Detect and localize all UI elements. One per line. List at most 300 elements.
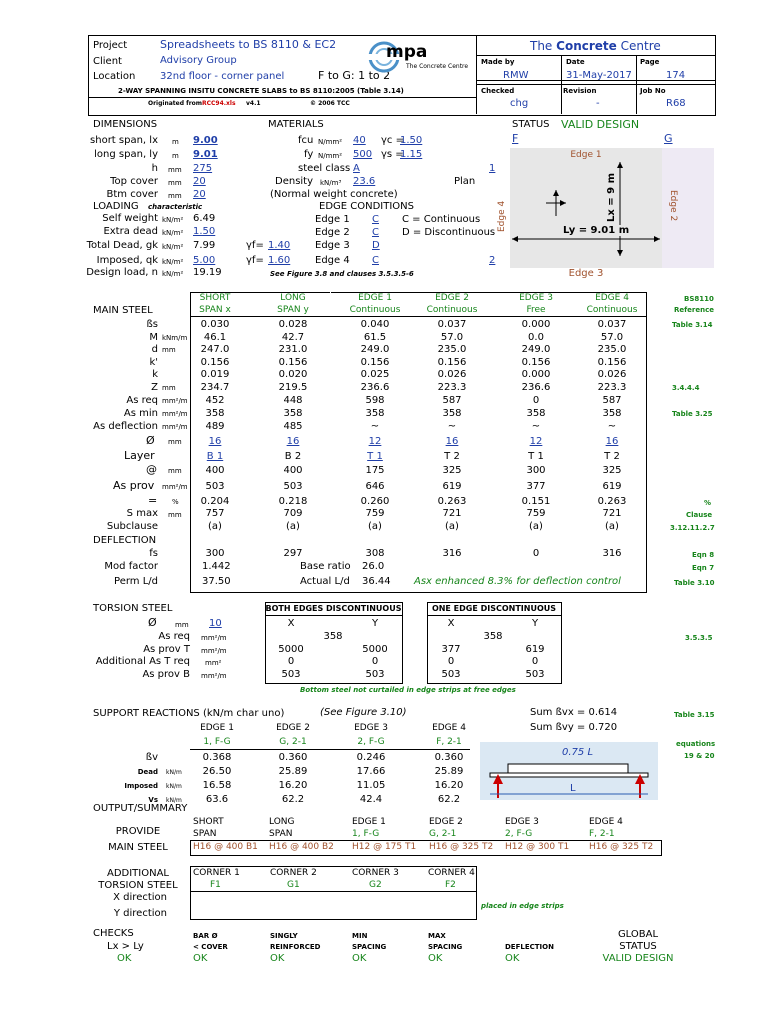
plan-arrows-icon (510, 148, 662, 268)
ms-row-label: k (152, 369, 158, 380)
torsion-asprovB-cell: 503 (281, 669, 301, 680)
check-head1: MAX (428, 932, 446, 940)
density-label: Density (275, 176, 314, 187)
ms-row-label: k' (149, 357, 158, 368)
react-cell: 25.89 (278, 766, 308, 777)
torsion-x: X (287, 618, 295, 629)
at-unit: mm (168, 467, 182, 475)
torsion-asprovT-cell: 377 (441, 644, 461, 655)
dim-unit: mm (168, 192, 182, 200)
dim-value[interactable]: 9.00 (193, 135, 218, 146)
ms-cell: 235.0 (437, 344, 467, 355)
base-label: Base ratio (300, 561, 351, 572)
asreq-one: 358 (483, 631, 503, 642)
layer-label: Layer (124, 449, 155, 462)
steel-class-value[interactable]: A (353, 163, 360, 174)
corner-id: F2 (445, 880, 456, 890)
torsion-asprovT-cell: 5000 (362, 644, 388, 655)
brand-post: Centre (620, 39, 661, 53)
torsion-addT-cell: 0 (447, 656, 455, 667)
react-cell: 0.246 (356, 752, 386, 763)
ms-row-unit: mm²/m (162, 410, 188, 418)
ms-row-label: As deflection (93, 421, 158, 432)
ms-cell: 42.7 (281, 332, 305, 343)
ms-col-sub: SPAN x (199, 305, 231, 315)
mod-ref: Eqn 7 (692, 564, 715, 572)
react-row-label: ßv (145, 752, 158, 763)
sub-cell: (a) (445, 521, 459, 532)
asprov-cell: 619 (442, 481, 462, 492)
plan-g[interactable]: G (664, 132, 673, 145)
out-head: EDGE 1 (352, 817, 386, 827)
dim-value[interactable]: 20 (193, 176, 206, 187)
c-note: C = Continuous (402, 214, 481, 225)
fs-cell: 308 (365, 548, 385, 559)
diagram-top-label: 0.75 L (562, 747, 594, 758)
fy-value[interactable]: 500 (353, 149, 373, 160)
checks-heading: CHECKS (93, 928, 134, 939)
sub-cell: (a) (605, 521, 619, 532)
edge-label: Edge 3 (315, 240, 350, 251)
sub-label: Subclause (106, 521, 158, 532)
asprovB-label: As prov B (142, 669, 190, 680)
ms-cell: 358 (442, 408, 462, 419)
mod-label: Mod factor (104, 561, 158, 572)
react-col-head: EDGE 2 (276, 723, 310, 733)
fs-cell: 0 (532, 548, 540, 559)
figure-note: See Figure 3.8 and clauses 3.5.3.5-6 (270, 270, 414, 278)
ms-cell: 0.026 (597, 369, 627, 380)
out-head: EDGE 2 (429, 817, 463, 827)
torsion-asprovB-cell: 503 (525, 669, 545, 680)
out-sub: SPAN (269, 829, 293, 839)
date-value: 31-May-2017 (566, 70, 632, 81)
one-head: ONE EDGE DISCONTINUOUS (431, 604, 557, 613)
layer-cell[interactable]: T 1 (367, 451, 383, 462)
deflection-heading: DEFLECTION (93, 535, 157, 546)
out-main: H16 @ 325 T2 (589, 842, 654, 852)
ms-col-head: LONG (280, 293, 306, 303)
gc-value[interactable]: 1.50 (400, 135, 423, 146)
pct-ref: % (704, 499, 712, 507)
smax-label: S max (126, 508, 158, 519)
smax-cell: 757 (205, 508, 225, 519)
plan-f[interactable]: F (512, 132, 519, 145)
react-col-loc: F, 2-1 (436, 737, 462, 747)
react-cell: 62.2 (281, 794, 305, 805)
corner-head: CORNER 3 (352, 868, 399, 878)
dia-label: Ø (146, 434, 155, 447)
out-sub: 1, F-G (352, 829, 380, 839)
dim-label: h (151, 163, 158, 174)
ms-cell: 223.3 (437, 382, 467, 393)
ms-cell: 236.6 (360, 382, 390, 393)
ref-head2: Reference (674, 306, 715, 314)
ms-cell: 358 (283, 408, 303, 419)
react-cell: 62.2 (437, 794, 461, 805)
react-row-label: Imposed (124, 782, 158, 790)
density-value[interactable]: 23.6 (353, 176, 376, 187)
check-value: OK (270, 953, 285, 964)
torsion-asprovT-cell: 5000 (278, 644, 304, 655)
react-divider (190, 749, 470, 750)
ms-cell: 61.5 (363, 332, 387, 343)
checked-label: Checked (481, 87, 515, 95)
ms-cell: 0.156 (521, 357, 551, 368)
actual-value: 36.44 (362, 576, 391, 587)
layer-cell: T 1 (528, 451, 544, 462)
torsion-asprovB-cell: 503 (441, 669, 461, 680)
pct-cell: 0.263 (437, 496, 467, 507)
check-value: OK (505, 953, 520, 964)
gamma-value[interactable]: 1.60 (268, 255, 291, 266)
layer-cell[interactable]: B 1 (206, 451, 224, 462)
status-value: VALID DESIGN (561, 118, 640, 131)
out-main: H16 @ 400 B2 (269, 842, 334, 852)
diagram-bottom-label: L (570, 783, 576, 794)
ms-cell: 587 (602, 395, 622, 406)
ms-cell: 448 (283, 395, 303, 406)
ms-col-head: EDGE 1 (358, 293, 392, 303)
title-line: 2-WAY SPANNING INSITU CONCRETE SLABS to BS 8110:2005 (Table 3.14) (118, 87, 404, 95)
ms-row-ref: 3.4.4.4 (672, 384, 700, 392)
reactions-heading: SUPPORT REACTIONS (kN/m char uno) (93, 708, 285, 719)
ms-col-head: EDGE 2 (435, 293, 469, 303)
edge-value[interactable]: C (372, 227, 379, 238)
load-label: Total Dead, gk (86, 240, 158, 251)
job-label: Job No (640, 87, 666, 95)
logo-text: mpa (386, 42, 428, 62)
dia-cell[interactable]: 12 (529, 436, 543, 447)
project-label: Project (93, 40, 128, 51)
spacing-cell: 300 (526, 465, 546, 476)
ms-cell: 57.0 (440, 332, 464, 343)
asprov-cell: 619 (602, 481, 622, 492)
ms-row-label: M (149, 332, 158, 343)
dim-label: short span, lx (90, 135, 158, 146)
dim-label: Btm cover (106, 189, 158, 200)
react-cell: 0.368 (202, 752, 232, 763)
lxly-label: Lx > Ly (107, 941, 144, 952)
dim-label: Top cover (110, 176, 158, 187)
ms-cell: 358 (526, 408, 546, 419)
sub-ref: 3.12.11.2.7 (670, 524, 715, 532)
job-value: R68 (666, 98, 686, 109)
torsion-y: Y (371, 618, 379, 629)
additional-label: ADDITIONAL (106, 868, 169, 879)
fs-cell: 316 (442, 548, 462, 559)
ms-cell: ~ (447, 421, 457, 432)
react-row-unit: kN/m (166, 783, 182, 790)
ms-cell: 0.030 (200, 319, 230, 330)
load-value[interactable]: 1.50 (193, 226, 216, 237)
dia-unit: mm (168, 438, 182, 446)
ms-cell: 249.0 (521, 344, 551, 355)
date-label: Date (566, 58, 585, 66)
load-value[interactable]: 5.00 (193, 255, 216, 266)
plan-ly: Ly = 9.01 m (563, 225, 630, 236)
dia-cell[interactable]: 16 (605, 436, 619, 447)
asprovT-label: As prov T (143, 644, 190, 655)
out-sub: SPAN (193, 829, 217, 839)
base-value: 26.0 (362, 561, 385, 572)
ms-col-sub: SPAN y (277, 305, 309, 315)
corner-head: CORNER 4 (428, 868, 475, 878)
fs-cell: 300 (205, 548, 225, 559)
made-by-value: RMW (503, 70, 529, 81)
edge-value[interactable]: C (372, 255, 379, 266)
smax-cell: 721 (442, 508, 462, 519)
edge-label: Edge 4 (315, 255, 350, 266)
status-label: STATUS (512, 119, 550, 130)
originated-file: RCC94.xls (202, 100, 236, 107)
load-unit: kN/m² (162, 229, 184, 237)
location-label: Location (93, 71, 136, 82)
actual-label: Actual L/d (300, 576, 350, 587)
out-main: H12 @ 300 T1 (505, 842, 570, 852)
edge-value[interactable]: C (372, 214, 379, 225)
gamma-value[interactable]: 1.40 (268, 240, 291, 251)
corner-head: CORNER 2 (270, 868, 317, 878)
originated-label: Originated from (148, 100, 203, 107)
copyright: © 2006 TCC (310, 100, 350, 107)
ms-cell: 0.025 (360, 369, 390, 380)
ms-cell: 57.0 (600, 332, 624, 343)
gamma-label: γf= (246, 255, 264, 266)
corner-id: G1 (287, 880, 300, 890)
check-head1: SINGLY (270, 932, 298, 940)
output-heading: OUTPUT/SUMMARY (93, 803, 188, 814)
out-head: SHORT (193, 817, 224, 827)
ms-cell: 0.028 (278, 319, 308, 330)
spacing-cell: 400 (283, 465, 303, 476)
react-cell: 16.20 (278, 780, 308, 791)
gs-value[interactable]: 1.15 (400, 149, 423, 160)
ms-cell: 485 (283, 421, 303, 432)
fy-unit: N/mm² (318, 152, 343, 160)
corner-id: F1 (210, 880, 221, 890)
global2-label: STATUS (619, 941, 657, 952)
gamma-label: γf= (246, 240, 264, 251)
ms-cell: ~ (607, 421, 617, 432)
corner-id: G2 (369, 880, 382, 890)
load-unit: kN/m² (162, 216, 184, 224)
ms-row-label: Z (151, 382, 158, 393)
reactions-ref3: 19 & 20 (684, 752, 715, 760)
ms-cell: 0.020 (278, 369, 308, 380)
client-label: Client (93, 56, 122, 67)
check-head2: < COVER (193, 943, 228, 951)
torsion-dia-value[interactable]: 10 (209, 618, 222, 629)
page-label: Page (640, 58, 660, 66)
ms-cell: 0.0 (528, 332, 544, 343)
react-row-label: Dead (137, 768, 158, 776)
fy-label: fy (304, 149, 314, 160)
dim-label: long span, ly (94, 149, 158, 160)
perm-label: Perm L/d (114, 576, 158, 587)
addT-label: Additional As T req (95, 656, 190, 667)
out-sub: F, 2-1 (589, 829, 615, 839)
perm-ref: Table 3.10 (674, 579, 715, 587)
global-status: VALID DESIGN (602, 953, 674, 964)
logo-sub: The Concrete Centre (406, 63, 469, 70)
load-unit: kN/m² (162, 243, 184, 251)
ms-col-sub: Continuous (586, 305, 638, 315)
torsion-ref: 3.5.3.5 (685, 634, 713, 642)
torsion-addT-cell: 0 (287, 656, 295, 667)
react-cell: 63.6 (205, 794, 229, 805)
lxly-value: OK (117, 953, 132, 964)
load-label: Extra dead (103, 226, 158, 237)
asprov-cell: 377 (526, 481, 546, 492)
torsion-y: Y (531, 618, 539, 629)
torsion-asprovT-cell: 619 (525, 644, 545, 655)
plan-edge1: Edge 1 (570, 150, 602, 160)
ref-head1: BS8110 (684, 295, 714, 303)
edge-label: Edge 1 (315, 214, 350, 225)
dim-value[interactable]: 20 (193, 189, 206, 200)
provide-label: PROVIDE (115, 826, 161, 837)
edge-label: Edge 2 (315, 227, 350, 238)
layer-cell: T 2 (444, 451, 460, 462)
asreq-unit: mm²/m (201, 634, 227, 642)
smax-cell: 759 (526, 508, 546, 519)
ms-col-sub: Free (526, 305, 546, 315)
react-col-loc: 1, F-G (203, 737, 231, 747)
check-head2: SPACING (428, 943, 463, 951)
plan-1[interactable]: 1 (489, 163, 496, 174)
asprov-cell: 503 (205, 481, 225, 492)
fcu-value[interactable]: 40 (353, 135, 366, 146)
mpa-logo (368, 37, 474, 77)
location-value: 32nd floor - corner panel (160, 71, 285, 82)
pct-unit: % (172, 498, 179, 506)
ms-cell: 358 (602, 408, 622, 419)
load-value: 7.99 (193, 240, 216, 251)
ms-cell: 0.000 (521, 369, 551, 380)
main-steel-heading: MAIN STEEL (93, 305, 153, 316)
ms-cell: 247.0 (200, 344, 230, 355)
ms-row-ref: Table 3.25 (672, 410, 713, 418)
ms-cell: 358 (205, 408, 225, 419)
plan-edge3: Edge 3 (568, 268, 604, 279)
perm-value: 37.50 (202, 576, 231, 587)
smax-cell: 709 (283, 508, 303, 519)
dia-cell[interactable]: 16 (286, 436, 300, 447)
out-sub: G, 2-1 (429, 829, 457, 839)
spacing-cell: 325 (602, 465, 622, 476)
asprovT-unit: mm²/m (201, 647, 227, 655)
ms-row-unit: mm (162, 346, 176, 354)
out-head: EDGE 4 (589, 817, 623, 827)
steel-class-label: steel class (298, 163, 351, 174)
react-row-unit: kN/m (166, 769, 182, 776)
out-head: LONG (269, 817, 295, 827)
dim-value[interactable]: 9.01 (193, 149, 218, 160)
torsion-dia-unit: mm (175, 621, 189, 629)
sub-cell: (a) (529, 521, 543, 532)
check-head1: MIN (352, 932, 368, 940)
ms-cell: 0.037 (597, 319, 627, 330)
fs-label: fs (149, 548, 158, 559)
smax-ref: Clause (686, 511, 713, 519)
asprov-unit: mm²/m (162, 483, 188, 491)
react-cell: 26.50 (202, 766, 232, 777)
fs-cell: 316 (602, 548, 622, 559)
load-label: Imposed, qk (96, 255, 158, 266)
pct-cell: 0.260 (360, 496, 390, 507)
react-col-loc: G, 2-1 (279, 737, 307, 747)
plan-edge4: Edge 4 (497, 200, 507, 232)
edge-cond-heading: EDGE CONDITIONS (319, 201, 415, 212)
react-cell: 25.89 (434, 766, 464, 777)
react-cell: 16.20 (434, 780, 464, 791)
ms-cell: 0.156 (597, 357, 627, 368)
dia-cell[interactable]: 16 (445, 436, 459, 447)
asprov-label: As prov (113, 479, 155, 492)
ms-cell: 46.1 (203, 332, 227, 343)
global1-label: GLOBAL (617, 929, 659, 940)
ms-cell: 0.156 (200, 357, 230, 368)
ms-cell: 598 (365, 395, 385, 406)
checked-value: chg (510, 98, 529, 109)
sub-cell: (a) (208, 521, 222, 532)
loading-sub: characteristic (148, 203, 203, 211)
ms-row-label: As req (126, 395, 158, 406)
reactions-ref1: Table 3.15 (674, 711, 715, 719)
loading-heading: LOADING (93, 201, 139, 212)
react-cell: 17.66 (356, 766, 386, 777)
out-head: EDGE 3 (505, 817, 539, 827)
main-steel-out-label: MAIN STEEL (108, 842, 168, 853)
dimensions-heading: DIMENSIONS (93, 119, 158, 130)
sub-cell: (a) (368, 521, 382, 532)
react-col-head: EDGE 4 (432, 723, 466, 733)
dim-unit: m (172, 152, 179, 160)
sub-cell: (a) (286, 521, 300, 532)
torsion-asprovB-cell: 503 (365, 669, 385, 680)
dim-unit: m (172, 138, 179, 146)
spacing-cell: 175 (365, 465, 385, 476)
smax-unit: mm (168, 511, 182, 519)
load-label: Design load, n (86, 267, 158, 278)
corner-head: CORNER 1 (193, 868, 240, 878)
load-label: Self weight (102, 213, 158, 224)
ms-cell: ~ (370, 421, 380, 432)
plan-lx: Lx = 9 m (606, 172, 617, 222)
xdir-label: X direction (113, 892, 167, 903)
react-col-head: EDGE 3 (354, 723, 388, 733)
ms-cell: 235.0 (597, 344, 627, 355)
check-head2: REINFORCED (270, 943, 321, 951)
layer-cell: B 2 (284, 451, 302, 462)
ms-cell: 236.6 (521, 382, 551, 393)
torsion-addT-cell: 0 (531, 656, 539, 667)
plan-2[interactable]: 2 (489, 255, 496, 266)
asreq-label: As req (158, 631, 190, 642)
dim-value[interactable]: 275 (193, 163, 213, 174)
dia-cell[interactable]: 16 (208, 436, 222, 447)
check-head2: DEFLECTION (505, 943, 554, 951)
layer-cell: T 2 (604, 451, 620, 462)
ms-cell: 249.0 (360, 344, 390, 355)
edge-value[interactable]: D (372, 240, 380, 251)
reactions-fig-note: (See Figure 3.10) (320, 707, 407, 718)
ms-cell: 0.019 (200, 369, 230, 380)
dia-cell[interactable]: 12 (368, 436, 382, 447)
made-by-label: Made by (481, 58, 515, 66)
react-cell: 0.360 (434, 752, 464, 763)
